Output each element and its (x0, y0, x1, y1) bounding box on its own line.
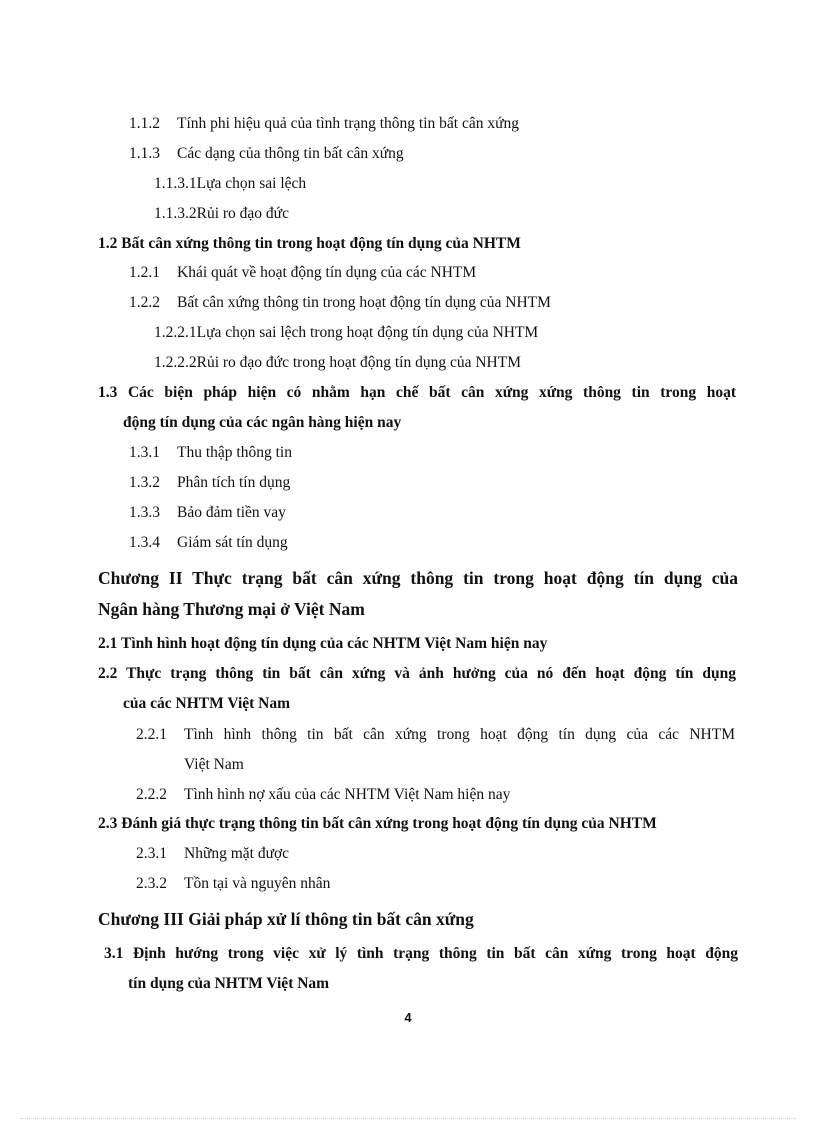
toc-continuation (184, 755, 244, 775)
toc-number: 2.2.2 (136, 786, 167, 803)
toc-entry (129, 293, 551, 313)
toc-continuation (123, 413, 401, 433)
toc-title: Rủi ro đạo đức trong hoạt động tín dụng của NHTM (196, 354, 522, 371)
toc-title: Những mặt được (184, 845, 290, 862)
toc-chapter-heading (98, 909, 474, 929)
toc-continuation (98, 599, 365, 619)
toc-number: 1.3.4 (129, 534, 160, 551)
toc-title: Các dạng của thông tin bất cân xứng (177, 145, 404, 162)
toc-entry (129, 443, 292, 463)
toc-title: Đánh giá thực trạng thông tin bất cân xứng trong hoạt động tín dụng của NHTM (121, 815, 657, 832)
toc-number: 1.1.3 (129, 145, 160, 162)
toc-continuation (123, 694, 290, 714)
toc-title: Chương II Thực trạng bất cân xứng thông tin trong hoạt động tín dụng của (98, 568, 738, 588)
toc-title: Bảo đảm tiền vay (177, 504, 286, 521)
toc-title: Lựa chọn sai lệch (196, 175, 307, 192)
toc-title-cont: của các NHTM Việt Nam (123, 695, 291, 712)
toc-title-cont: tín dụng của NHTM Việt Nam (128, 975, 330, 992)
toc-entry (154, 204, 289, 224)
toc-number: 1.1.3.1 (154, 175, 197, 192)
toc-number: 1.3.3 (129, 504, 160, 521)
toc-number: 1.3.2 (129, 474, 160, 491)
toc-title: Tình hình thông tin bất cân xứng trong hoạt động tín dụng của các NHTM (184, 726, 735, 743)
toc-entry (154, 353, 521, 373)
toc-number: 2.3.1 (136, 845, 167, 862)
toc-section-heading (98, 814, 657, 834)
toc-entry (129, 473, 290, 493)
toc-number: 1.3 (98, 384, 118, 401)
toc-entry (129, 144, 404, 164)
toc-title: Bất cân xứng thông tin trong hoạt động tín dụng của NHTM (121, 235, 521, 252)
toc-entry (154, 174, 306, 194)
toc-entry (136, 844, 289, 864)
toc-number: 2.1 (98, 635, 118, 652)
toc-title: Tính phi hiệu quả của tình trạng thông tin bất cân xứng (177, 115, 520, 132)
toc-number: 3.1 (104, 945, 124, 962)
toc-number: 1.2.2.2 (154, 354, 197, 371)
toc-entry (129, 503, 286, 523)
toc-chapter-heading (98, 568, 738, 588)
toc-entry (129, 533, 288, 553)
toc-title: Chương III Giải pháp xử lí thông tin bất cân xứng (98, 909, 474, 929)
toc-title: Thu thập thông tin (177, 444, 292, 461)
toc-title: Tình hình hoạt động tín dụng của các NHTM Việt Nam hiện nay (120, 635, 548, 652)
toc-number: 1.2.1 (129, 264, 160, 281)
toc-title: Tình hình nợ xấu của các NHTM Việt Nam hiện nay (184, 786, 511, 803)
toc-entry (154, 323, 538, 343)
toc-number: 1.3.1 (129, 444, 160, 461)
page-number: 4 (404, 1010, 412, 1025)
toc-section-heading (98, 234, 521, 254)
toc-title: Khái quát về hoạt động tín dụng của các NHTM (177, 264, 477, 281)
toc-continuation (128, 974, 329, 994)
toc-section-heading (98, 664, 736, 684)
toc-number: 2.3 (98, 815, 118, 832)
toc-title: Thực trạng thông tin bất cân xứng và ảnh hưởng của nó đến hoạt động tín dụng (126, 665, 736, 682)
toc-number: 1.2.2 (129, 294, 160, 311)
toc-title: Rủi ro đạo đức (196, 205, 289, 222)
toc-title: Định hướng trong việc xử lý tình trạng thông tin bất cân xứng trong hoạt động (132, 945, 739, 962)
toc-entry (129, 263, 476, 283)
toc-title-cont: Ngân hàng Thương mại ở Việt Nam (98, 599, 365, 619)
toc-entry (136, 874, 330, 894)
toc-entry (136, 725, 735, 745)
toc-title: Phân tích tín dụng (177, 474, 291, 491)
toc-title-cont: động tín dụng của các ngân hàng hiện nay (123, 414, 402, 431)
toc-title: Giám sát tín dụng (177, 534, 288, 551)
toc-entry (129, 114, 519, 134)
toc-number: 2.3.2 (136, 875, 167, 892)
toc-number: 1.2 (98, 235, 118, 252)
toc-title: Tồn tại và nguyên nhân (184, 875, 331, 892)
toc-number: 1.1.2 (129, 115, 160, 132)
toc-section-heading (104, 944, 738, 964)
toc-title: Các biện pháp hiện có nhằm hạn chế bất cân xứng xứng thông tin trong hoạt (127, 384, 736, 401)
toc-number: 2.2 (98, 665, 118, 682)
toc-number: 1.2.2.1 (154, 324, 197, 341)
toc-number: 1.1.3.2 (154, 205, 197, 222)
page-boundary-divider (20, 1118, 796, 1119)
toc-title-cont: Việt Nam (184, 756, 244, 773)
toc-entry (136, 785, 510, 805)
toc-title: Lựa chọn sai lệch trong hoạt động tín dụng của NHTM (196, 324, 539, 341)
toc-number: 2.2.1 (136, 726, 167, 743)
toc-section-heading (98, 383, 736, 403)
toc-section-heading (98, 634, 547, 654)
toc-title: Bất cân xứng thông tin trong hoạt động tín dụng của NHTM (177, 294, 551, 311)
